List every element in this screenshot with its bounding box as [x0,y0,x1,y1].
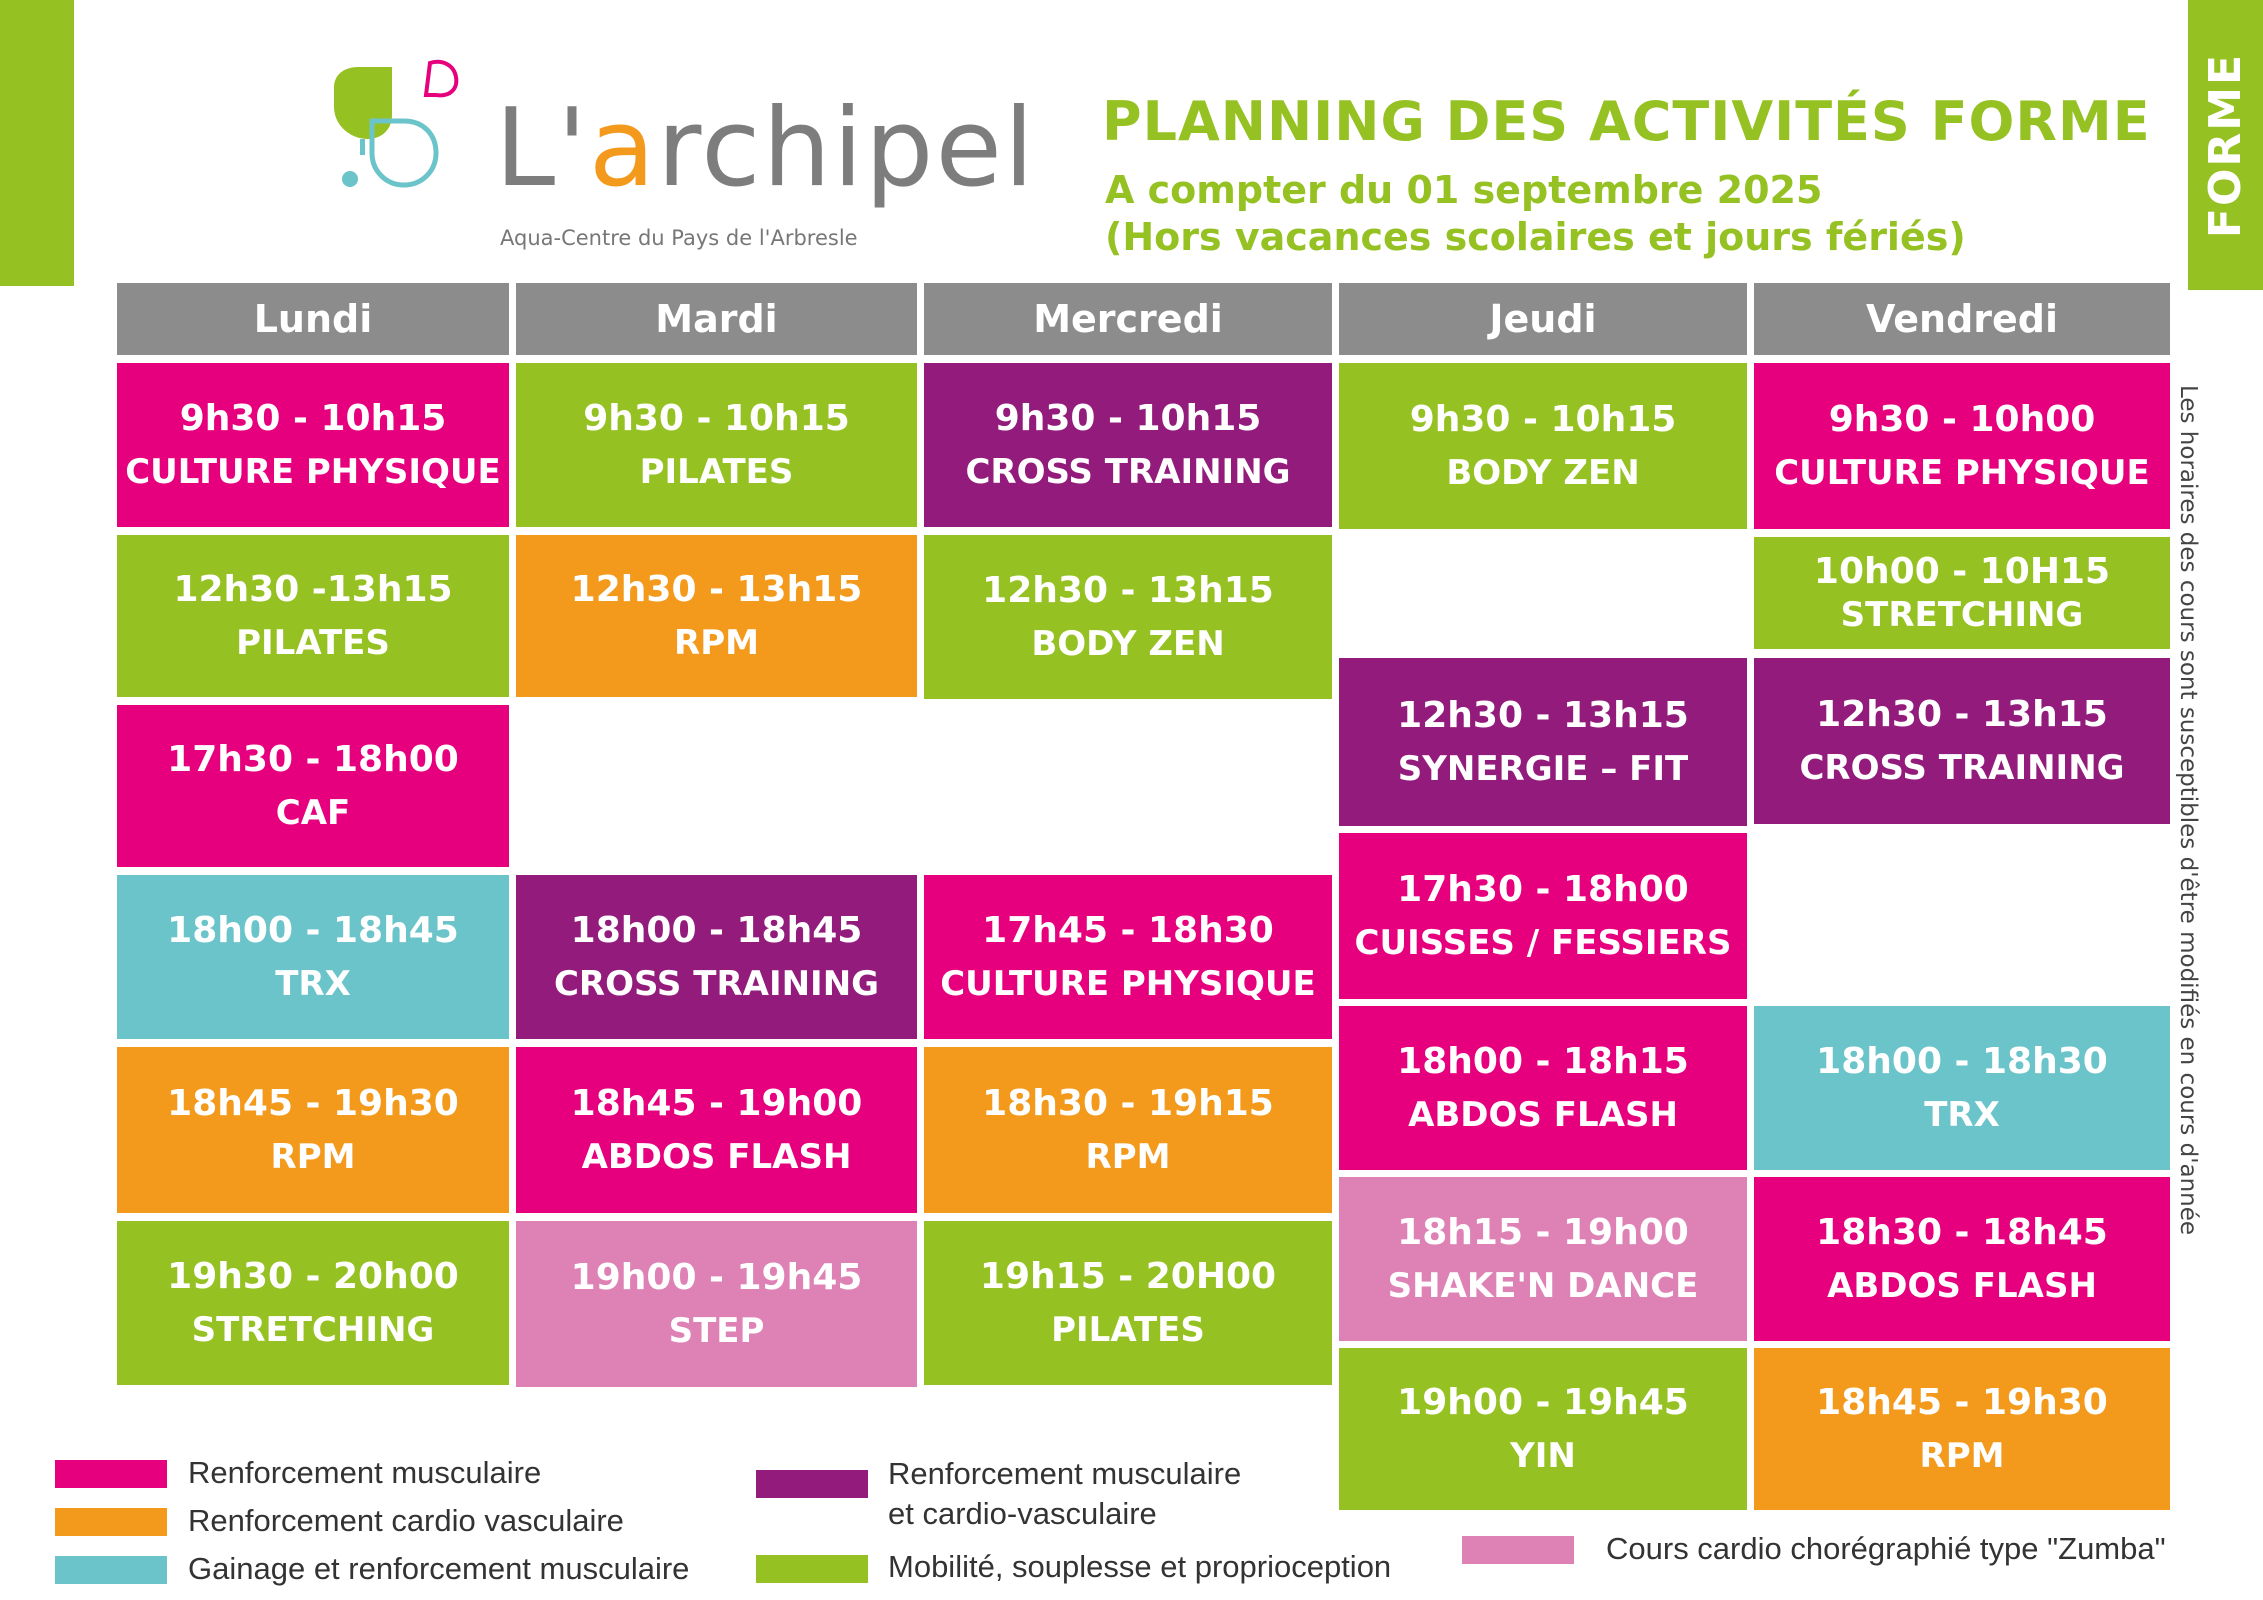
class-time: 18h00 - 18h30 [1816,1041,2108,1082]
class-block[interactable] [117,1221,509,1385]
legend-swatch-cardio [55,1508,167,1536]
class-name: ABDOS FLASH [1827,1266,2097,1306]
day-header-jeudi: Jeudi [1339,283,1747,355]
class-block[interactable] [924,1047,1332,1213]
class-block[interactable] [1754,537,2170,649]
class-block[interactable] [117,535,509,697]
class-time: 12h30 - 13h15 [982,570,1274,611]
class-time: 18h45 - 19h30 [1816,1382,2108,1423]
legend-swatch-mix [756,1470,868,1498]
class-block[interactable] [1339,1006,1747,1170]
legend-label-gainage: Gainage et renforcement musculaire [188,1551,690,1586]
class-name: YIN [1510,1436,1576,1476]
class-name: ABDOS FLASH [1408,1095,1678,1135]
class-time: 19h00 - 19h45 [1397,1382,1689,1423]
class-name: RPM [674,623,759,663]
class-name: CROSS TRAINING [1799,748,2125,788]
class-time: 9h30 - 10h15 [583,398,850,439]
class-block[interactable] [924,363,1332,527]
class-time: 18h30 - 19h15 [982,1083,1274,1124]
class-name: TRX [275,964,351,1004]
day-header-lundi: Lundi [117,283,509,355]
class-name: CULTURE PHYSIQUE [1774,453,2150,493]
class-time: 9h30 - 10h00 [1828,399,2096,440]
start-date: A compter du 01 septembre 2025 [1105,168,1823,212]
class-time: 18h00 - 18h45 [167,910,459,951]
legend-swatch-zumba [1462,1536,1574,1564]
class-block[interactable] [1754,1177,2170,1341]
class-block[interactable] [1339,1177,1747,1341]
class-name: STEP [668,1311,765,1351]
class-name: SYNERGIE – FIT [1397,749,1689,789]
class-block[interactable] [1339,658,1747,826]
class-time: 12h30 - 13h15 [1816,694,2108,735]
class-time: 18h00 - 18h45 [570,910,863,951]
exclusions-note: (Hors vacances scolaires et jours fériés) [1105,215,1966,259]
logo-wordmark [495,86,1036,211]
class-time: 18h30 - 18h45 [1816,1212,2108,1253]
class-name: BODY ZEN [1446,453,1640,493]
logo-accent-letter: a [588,86,658,211]
legend-swatch-renforcement [55,1460,167,1488]
class-time: 17h30 - 18h00 [1397,869,1689,910]
class-block[interactable] [516,1221,917,1387]
legend-label-mobilite: Mobilité, souplesse et proprioception [888,1549,1392,1584]
class-name: RPM [1085,1137,1171,1177]
class-block[interactable] [1754,1348,2170,1510]
class-name: ABDOS FLASH [581,1137,852,1177]
class-name: RPM [1919,1436,2005,1476]
class-block[interactable] [516,535,917,697]
day-header-vendredi: Vendredi [1754,283,2170,355]
class-name: CULTURE PHYSIQUE [125,452,501,492]
class-time: 17h45 - 18h30 [982,910,1274,951]
class-block[interactable] [516,875,917,1039]
day-header-mercredi: Mercredi [924,283,1332,355]
class-block[interactable] [117,705,509,867]
class-name: STRETCHING [191,1310,435,1350]
class-block[interactable] [1754,363,2170,529]
left-accent-bar [0,0,74,286]
class-name: PILATES [1051,1310,1205,1350]
class-time: 18h45 - 19h30 [167,1083,459,1124]
class-time: 19h30 - 20h00 [167,1256,459,1297]
class-block[interactable] [924,535,1332,699]
forme-tab [2188,0,2263,290]
class-time: 9h30 - 10h15 [994,398,1262,439]
logo-prefix: L' [495,86,589,211]
class-time: 18h45 - 19h00 [570,1083,863,1124]
class-name: RPM [270,1137,356,1177]
logo-subtitle: Aqua-Centre du Pays de l'Arbresle [500,226,858,250]
class-block[interactable] [1754,658,2170,824]
class-time: 18h15 - 19h00 [1397,1212,1689,1253]
class-time: 12h30 - 13h15 [570,569,863,610]
class-name: CAF [275,793,351,833]
class-block[interactable] [924,875,1332,1039]
class-name: CROSS TRAINING [965,452,1291,492]
class-name: PILATES [236,623,390,663]
class-time: 10h00 - 10H15 [1813,551,2111,592]
legend-label-cardio: Renforcement cardio vasculaire [188,1503,624,1538]
legend-label-renforcement: Renforcement musculaire [188,1455,542,1490]
forme-tab-label: FORME [2200,52,2251,238]
class-time: 9h30 - 10h15 [1409,399,1677,440]
class-block[interactable] [516,363,917,527]
legend-label-mix-line2: et cardio-vasculaire [888,1496,1157,1531]
class-time: 18h00 - 18h15 [1397,1041,1689,1082]
legend-swatch-mobilite [756,1555,868,1583]
class-time: 19h00 - 19h45 [570,1257,863,1298]
day-header-mardi: Mardi [516,283,917,355]
class-name: STRETCHING [1840,595,2084,635]
logo-rest: rchipel [657,86,1036,211]
schedule-change-note [2168,384,2208,1236]
class-block[interactable] [117,1047,509,1213]
class-time: 17h30 - 18h00 [167,739,459,780]
class-name: TRX [1924,1095,2000,1135]
class-block[interactable] [516,1047,917,1213]
class-time: 9h30 - 10h15 [179,398,447,439]
class-name: CUISSES / FESSIERS [1354,923,1732,963]
page-title: PLANNING DES ACTIVITÉS FORME [1102,90,2151,153]
class-block[interactable] [924,1221,1332,1385]
class-name: PILATES [639,452,794,492]
class-block[interactable] [1339,363,1747,529]
class-name: CULTURE PHYSIQUE [940,964,1316,1004]
class-time: 12h30 -13h15 [173,569,453,610]
class-block[interactable] [117,363,509,527]
legend-label-zumba: Cours cardio chorégraphié type "Zumba" [1606,1531,2166,1566]
class-block[interactable] [117,875,509,1039]
logo-icon [330,55,480,205]
class-block[interactable] [1754,1006,2170,1170]
class-name: CROSS TRAINING [553,964,880,1004]
schedule-change-note-text: Les horaires des cours sont susceptibles d'être modifiés en cours d'année [2175,384,2201,1236]
legend-label-mix-line1: Renforcement musculaire [888,1456,1242,1491]
class-name: BODY ZEN [1031,624,1225,664]
class-block[interactable] [1339,1348,1747,1510]
class-block[interactable] [1339,833,1747,999]
legend-swatch-gainage [55,1556,167,1584]
class-time: 19h15 - 20H00 [979,1256,1277,1297]
class-name: SHAKE'N DANCE [1387,1266,1699,1306]
class-time: 12h30 - 13h15 [1397,695,1689,736]
